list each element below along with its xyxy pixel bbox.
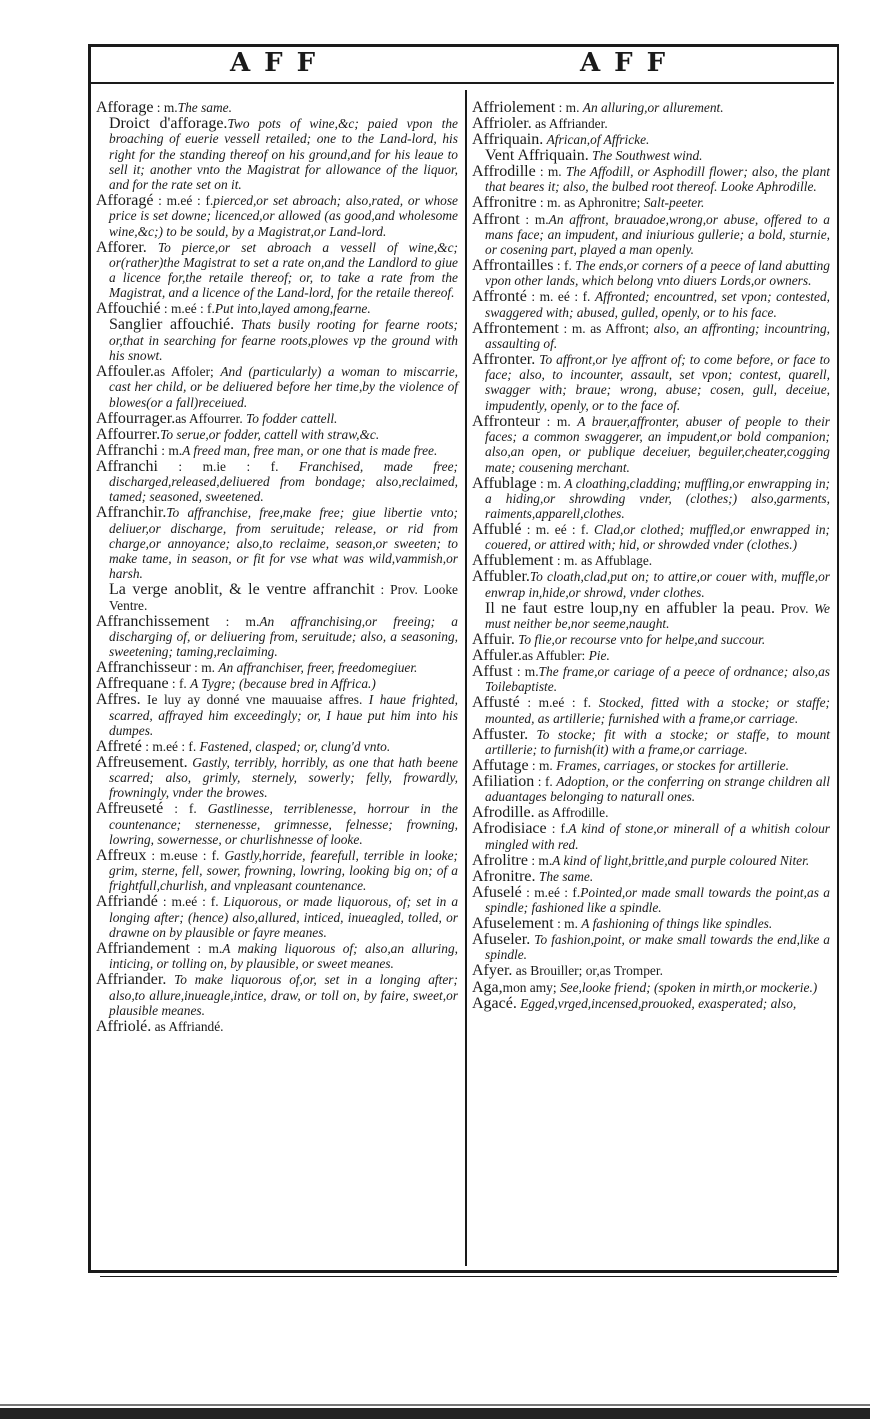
entry-definition: Two pots of wine,&c; paied vpon the broaching of euerie vessell retailed; one to the Land-lord, his right for the standing thereof on his ground,and for his leaue to sell it; another vnto the Magistrat for allowance of the liquor, and for the rate set on it. (109, 116, 458, 193)
entry-headword: Sanglier affouchié. (109, 316, 235, 334)
entry-headword: Afiliation (472, 773, 535, 791)
entry-grammar: : m. (209, 613, 260, 629)
entry-grammar: as Affoler; (153, 364, 221, 380)
entry-definition: A fashioning of things like spindles. (581, 916, 773, 932)
entry-grammar: : m. (555, 100, 583, 115)
dictionary-entry (96, 582, 458, 613)
dictionary-entry (472, 632, 830, 647)
dictionary-entry (96, 100, 458, 115)
entry-definition: A Tygre; (because bred in Affrica.) (190, 676, 376, 692)
entry-headword: Affreuseté (96, 800, 164, 818)
entry-grammar (528, 727, 536, 742)
entry-definition: Frames, carriages, or stockes for artillerie. (556, 758, 789, 774)
entry-definition: The same. (538, 868, 594, 884)
column-divider (465, 90, 467, 1266)
entry-grammar: : m.eé : f. (157, 894, 224, 910)
entry-definition: Gastly,horride, fearefull, terrible in looke; grim, sterne, fell, sower, frowning, lowring, looking big on; of a frightfull,churlish, and vnpleasant countenance. (109, 847, 458, 894)
entry-definition: The Affodill, or Asphodill flower; also, the plant that beares it; also, the bulbed root thereof. Looke Aphrodille. (485, 164, 830, 195)
dictionary-entry (472, 996, 830, 1011)
dictionary-entry (472, 212, 830, 258)
entry-grammar: : m. (540, 413, 578, 429)
entry-grammar: : m.eé : f. (521, 884, 581, 900)
dictionary-entry (96, 116, 458, 192)
dictionary-entry (96, 193, 458, 239)
entry-headword: Affranchir. (96, 504, 167, 522)
dictionary-entry (472, 664, 830, 695)
dictionary-entry (472, 695, 830, 726)
dictionary-entry (472, 805, 830, 820)
entry-headword: Affranchi (96, 441, 158, 459)
entry-definition: To pierce,or set abroach a vessell of wine,&c; or(rather)the Magistrat to set a rate on,and the Landlord to giue a licence for,the retaile thereof; or, to take a rate from the Magistrat, and a licence of the Land-lord, for the retaile thereof. (109, 239, 458, 301)
dictionary-entry (96, 894, 458, 940)
entry-grammar: : f. (546, 821, 569, 837)
entry-headword: Affuster. (472, 725, 529, 743)
entry-definition: A kind of stone,or minerall of a whitish colour mingled with red. (485, 821, 830, 852)
entry-headword: Affouler. (96, 363, 154, 381)
entry-headword: Affriolement (472, 99, 556, 116)
dictionary-entry (472, 132, 830, 147)
entry-headword: Afuseler. (472, 931, 531, 949)
entry-headword: Affronté (472, 288, 527, 306)
entry-definition: We must neither be,nor seeme,naught. (485, 600, 830, 631)
dictionary-entry (472, 289, 830, 320)
entry-definition: The frame,or cariage of a peece of ordnance; also,as Toilebaptiste. (485, 664, 830, 695)
dictionary-entry (472, 853, 830, 868)
entry-definition: To fodder cattell. (246, 410, 338, 426)
dictionary-entry (472, 164, 830, 195)
left-column (96, 100, 458, 1035)
entry-headword: Affrioler. (472, 115, 532, 133)
entry-definition: also, an affronting; incountring, assaulting of. (485, 320, 830, 351)
entry-grammar (234, 317, 241, 332)
entry-definition: An affranchiser, freer, freedomegiuer. (218, 660, 418, 676)
entry-headword: Affust (472, 663, 513, 681)
entry-headword: Il ne faut estre loup,ny en affubler la peau. (485, 599, 776, 617)
dictionary-entry (472, 258, 830, 289)
entry-headword: Afuselé (472, 883, 522, 901)
entry-headword: Affriander. (96, 971, 167, 989)
entry-headword: Affranchisseur (96, 659, 191, 677)
entry-headword: Affouchié (96, 300, 161, 318)
dictionary-entry (472, 553, 830, 568)
dictionary-entry (472, 321, 830, 352)
entry-grammar: as Brouiller; or,as Tromper. (512, 963, 663, 979)
dictionary-entry (472, 569, 830, 600)
entry-grammar: as Affourrer. (175, 410, 247, 426)
entry-headword: Agacé. (472, 994, 517, 1012)
entry-headword: Afforagé (96, 192, 154, 210)
entry-grammar (166, 972, 174, 987)
dictionary-entry (96, 801, 458, 847)
entry-definition: The ends,or corners of a peece of land abutting vpon other lands, which belong vnto diuers Lords,or owners. (485, 258, 830, 289)
dictionary-entry (472, 980, 830, 995)
dictionary-entry (96, 739, 458, 754)
scan-edge-bar (0, 1408, 870, 1419)
entry-headword: Afforage (96, 99, 154, 116)
entry-definition: I haue frighted, scarred, affrayed him exceedingly; or, I haue put him into his dumpes. (109, 692, 458, 738)
entry-grammar: : m. as Affublage. (553, 553, 653, 569)
entry-headword: Affreté (96, 737, 142, 755)
entry-definition: Pointed,or made small towards the point,as a spindle; fashioned like a spindle. (485, 884, 830, 916)
entry-headword: Afforer. (96, 238, 147, 256)
entry-grammar: : f. (168, 676, 191, 692)
entry-headword: Droict d'afforage. (109, 115, 228, 133)
entry-definition: Franchised, made free; discharged,released,deliuered from bondage; also,reclaimed, tamed; seasoned, sweetened. (109, 458, 458, 505)
entry-definition: An affront, brauadoe,wrong,or abuse, offered to a mans face; an impudent, and iniurious gullerie; a bold, sturnie, or cosening part, played a man openly. (485, 211, 831, 258)
entry-headword: Affriolé. (96, 1017, 152, 1035)
dictionary-entry (472, 869, 830, 884)
entry-headword: Affronter. (472, 350, 536, 368)
entry-headword: Affrontailles (472, 257, 554, 275)
dictionary-entry (96, 1019, 458, 1034)
dictionary-entry (96, 505, 458, 581)
dictionary-entry (96, 364, 458, 410)
header-rule (91, 82, 834, 84)
entry-headword: La verge anoblit, & le ventre affranchit (109, 581, 375, 599)
dictionary-entry (96, 427, 458, 442)
entry-headword: Afyer. (472, 962, 513, 980)
running-head-right: AFF (580, 48, 680, 78)
entry-grammar: Prov. (775, 600, 815, 616)
entry-definition: To stocke; fit with a stocke; or staffe, to mount artillerie; to furnish(it) with a frame,or carriage. (485, 726, 830, 757)
frame-bottom-rule-thin (100, 1276, 837, 1277)
dictionary-entry (472, 758, 830, 773)
entry-headword: Affranchi (96, 457, 158, 475)
entry-grammar: : m. eé : f. (521, 522, 594, 538)
entry-definition: An alluring,or allurement. (582, 100, 724, 115)
dictionary-entry (472, 148, 830, 163)
entry-grammar: : m. as Affront; (558, 320, 654, 336)
dictionary-entry (96, 848, 458, 894)
entry-headword: Affuir. (472, 631, 515, 649)
dictionary-entry (472, 774, 830, 805)
entry-grammar: as Affriandé. (151, 1018, 224, 1034)
dictionary-entry (96, 660, 458, 675)
entry-headword: Affutage (472, 757, 529, 775)
entry-definition: Liquorous, or made liquorous, of; set in a longing after; (hence) also,allured, inticed, inueagled, tolled, or drawne on by plausible or fayre meanes. (109, 894, 459, 940)
entry-headword: Affrodille (472, 163, 536, 181)
dictionary-entry (472, 476, 830, 522)
entry-definition: To fashion,point, or make small towards the end,like a spindle. (485, 932, 830, 963)
dictionary-entry (472, 100, 830, 115)
entry-grammar: : f. (553, 258, 576, 274)
entry-definition: pierced,or set abroach; also,rated, or whose price is set downe; licenced,or allowed (as good,and wholesome wine,&c;) to be sould, by a Magistrat,or Land-lord. (109, 193, 459, 239)
entry-definition: And (particularly) a woman to miscarrie, cast her child, or be deliuered before her time,by the violence of blowes(or a fall)receiued. (109, 364, 459, 410)
entry-definition: To flie,or recourse vnto for helpe,and succour. (518, 632, 766, 648)
entry-definition: A kind of light,brittle,and purple coloured Niter. (552, 852, 810, 868)
dictionary-entry (472, 727, 830, 758)
entry-grammar: : f. (534, 774, 557, 790)
entry-headword: Affriquain. (472, 131, 544, 149)
entry-definition: To make liquorous of,or, set in a longing after; also,to allure,inueagle,intice, draw, or toll on, by faire, sweet,or plausible meanes. (109, 972, 458, 1018)
entry-grammar: : m.eé : f. (519, 695, 599, 711)
frame-bottom-rule (88, 1270, 837, 1273)
entry-headword: Affranchissement (96, 612, 210, 630)
dictionary-entry (472, 195, 830, 210)
entry-headword: Affres. (96, 691, 141, 709)
dictionary-entry (96, 692, 458, 738)
dictionary-entry (472, 932, 830, 963)
dictionary-entry (96, 755, 458, 801)
entry-definition: To affront,or lye affront of; to come before, or face to face; also, to incounter, assault, set vpon; contest, quarell, swagger with; braue; wrong, abuse; cosen, gull, deceiue, impudently, openly, or to the face of. (485, 351, 830, 413)
dictionary-entry (472, 414, 830, 475)
entry-headword: Affublement (472, 552, 554, 570)
entry-definition: The same. (177, 100, 232, 115)
entry-definition: Egged,vrged,incensed,prouoked, exasperated; also, (520, 995, 797, 1011)
entry-headword: Afrodille. (472, 804, 535, 822)
entry-definition: Stocked, fitted with a stocke; or staffe; mounted, as artillerie; furnished with a frame,or carriage. (485, 695, 830, 726)
entry-grammar: : m. (528, 758, 557, 774)
dictionary-entry (96, 972, 458, 1018)
entry-definition: To cloath,clad,put on; to attire,or couer with, muffle,or enwrap in,hide,or shrowd, vnder clothes. (485, 569, 830, 600)
entry-headword: Affront (472, 210, 520, 228)
entry-grammar: as Affrodille. (534, 805, 609, 821)
entry-grammar: : f. (163, 801, 208, 817)
right-column (472, 100, 830, 1012)
entry-headword: Affreusement. (96, 753, 188, 771)
entry-definition: Clad,or clothed; muffled,or enwrapped in; couered, or attired with; hid, or shrowded vnder (clothes.) (485, 522, 830, 553)
entry-grammar: : m.eé : f. (160, 301, 215, 317)
dictionary-entry (96, 676, 458, 691)
entry-grammar: : m.euse : f. (146, 847, 225, 863)
dictionary-entry (472, 648, 830, 663)
dictionary-entry (472, 522, 830, 553)
entry-definition: To affranchise, free,make free; giue libertie vnto; deliuer,or discharge, from seruitude; release, or rid from charge,or annoyance; also,to reclaime, season,or sweeten; to make tame, in season, or fit for vse what was wild,vammish,or harsh. (109, 505, 458, 582)
entry-headword: Vent Affriquain. (485, 147, 589, 165)
entry-definition: A making liquorous of; also,an alluring, inticing, or tolling on, by plausible, or sweet meanes. (109, 941, 458, 972)
entry-definition: Pie. (588, 648, 610, 664)
dictionary-entry (96, 941, 458, 972)
entry-grammar: as Affriander. (531, 116, 608, 132)
entry-headword: Affourrer. (96, 425, 161, 443)
entry-definition: Adoption, or the conferring on strange children all aduantages belonging to naturall ones. (485, 774, 830, 805)
entry-grammar: : m. eé : f. (526, 289, 595, 305)
entry-headword: Affronteur (472, 412, 541, 430)
entry-definition: A cloathing,cladding; muffling,or enwrapping in; a hiding,or shrowding vnder, (clothes;) also,garments, raiments,apparell,clothes. (485, 475, 831, 522)
entry-headword: Afrolitre (472, 851, 528, 869)
entry-headword: Affronitre (472, 194, 537, 212)
entry-grammar: : m. (153, 100, 178, 115)
entry-definition: African,of Affricke. (546, 132, 650, 148)
dictionary-entry (96, 301, 458, 316)
dictionary-entry (96, 411, 458, 426)
entry-headword: Aga, (472, 978, 503, 996)
entry-definition: Gastlinesse, terriblenesse, horrour in the countenance; sternenesse, grimnesse, felnesse; frowning, lowring, sowernesse, or churlishnesse of looke. (109, 801, 458, 847)
entry-headword: Affrequane (96, 675, 169, 693)
entry-headword: Affublé (472, 521, 522, 539)
dictionary-entry (472, 821, 830, 852)
entry-grammar: : m. (535, 164, 566, 180)
entry-definition: Gastly, terribly, horribly, as one that hath beene scarred; also, grimly, sternely, sowerly; felly, frowardly, frowningly, vnder the browes. (109, 754, 458, 801)
entry-headword: Affrontement (472, 319, 559, 337)
dictionary-entry (96, 614, 458, 660)
entry-definition: See,looke friend; (spoken in mirth,or mockerie.) (559, 979, 818, 995)
entry-grammar: : m.eé : f. (141, 738, 200, 754)
dictionary-entry (96, 459, 458, 505)
entry-grammar: : m. as Aphronitre; (536, 195, 644, 211)
entry-grammar: Ie luy ay donné vne mauuaise affres. (140, 692, 369, 708)
entry-definition: Put into,layed among,fearne. (214, 301, 371, 317)
entry-headword: Affubler. (472, 568, 530, 586)
entry-grammar: : m. (190, 660, 219, 676)
entry-grammar: : m.eé : f. (153, 193, 214, 209)
entry-headword: Afrodisiace (472, 820, 547, 838)
dictionary-entry (472, 916, 830, 931)
running-head-left: AFF (230, 48, 330, 78)
entry-headword: Affublage (472, 474, 537, 492)
entry-grammar: mon amy; (502, 979, 560, 995)
entry-definition: Thats busily rooting for fearne roots; or,that in searching for fearne roots,plowes vp the ground with his snowt. (109, 317, 458, 363)
entry-headword: Afuselement (472, 915, 554, 933)
entry-headword: Afronitre. (472, 867, 536, 885)
entry-definition: An affranchising,or freeing; a discharging of, or deliuering from, seruitude; also, a seasoning, sweetening; taming,reclaiming. (109, 613, 458, 660)
entry-definition: Affronted; encountred, set vpon; contested, swaggered with; abused, gulled, openly, or to his face. (485, 289, 831, 320)
dictionary-entry (472, 963, 830, 978)
dictionary-entry (472, 601, 830, 632)
entry-grammar: : m. (512, 664, 539, 680)
entry-definition: A freed man, free man, or one that is made free. (182, 442, 438, 458)
entry-grammar: : m. (157, 442, 183, 458)
entry-definition: The Southwest wind. (592, 148, 703, 164)
dictionary-entry (96, 317, 458, 363)
entry-grammar: : m.ie : f. (157, 458, 299, 474)
entry-grammar: as Affubler: (521, 648, 589, 664)
entry-grammar: : m. (189, 941, 223, 957)
entry-grammar: : m. (527, 852, 553, 868)
entry-headword: Affriandement (96, 940, 190, 958)
entry-grammar: : Prov. Looke Ventre. (109, 582, 458, 613)
entry-definition: Fastened, clasped; or, clung'd vnto. (199, 738, 391, 754)
entry-definition: Salt-peeter. (643, 195, 705, 211)
entry-grammar: : m. (519, 211, 549, 227)
entry-headword: Affourrager. (96, 409, 176, 427)
entry-definition: To serue,or fodder, cattell with straw,&c. (160, 426, 380, 442)
entry-headword: Affriandé (96, 893, 158, 911)
scan-edge-line (0, 1404, 870, 1406)
entry-headword: Affreux (96, 846, 147, 864)
dictionary-entry (472, 885, 830, 916)
entry-grammar: : m. (553, 916, 582, 932)
dictionary-entry (96, 240, 458, 301)
entry-definition: A brauer,affronter, abuser of people to their faces; a common swaggerer, an impudent,or bold companion; also,an open, or publique deceiuer, beguiler,cheater,cogging mate; cousening merchant. (485, 413, 830, 475)
dictionary-entry (472, 352, 830, 413)
dictionary-entry (472, 116, 830, 131)
entry-headword: Affuler. (472, 647, 522, 665)
entry-grammar: : m. (536, 475, 565, 491)
entry-grammar (147, 240, 158, 255)
dictionary-entry (96, 443, 458, 458)
entry-headword: Affusté (472, 694, 520, 712)
